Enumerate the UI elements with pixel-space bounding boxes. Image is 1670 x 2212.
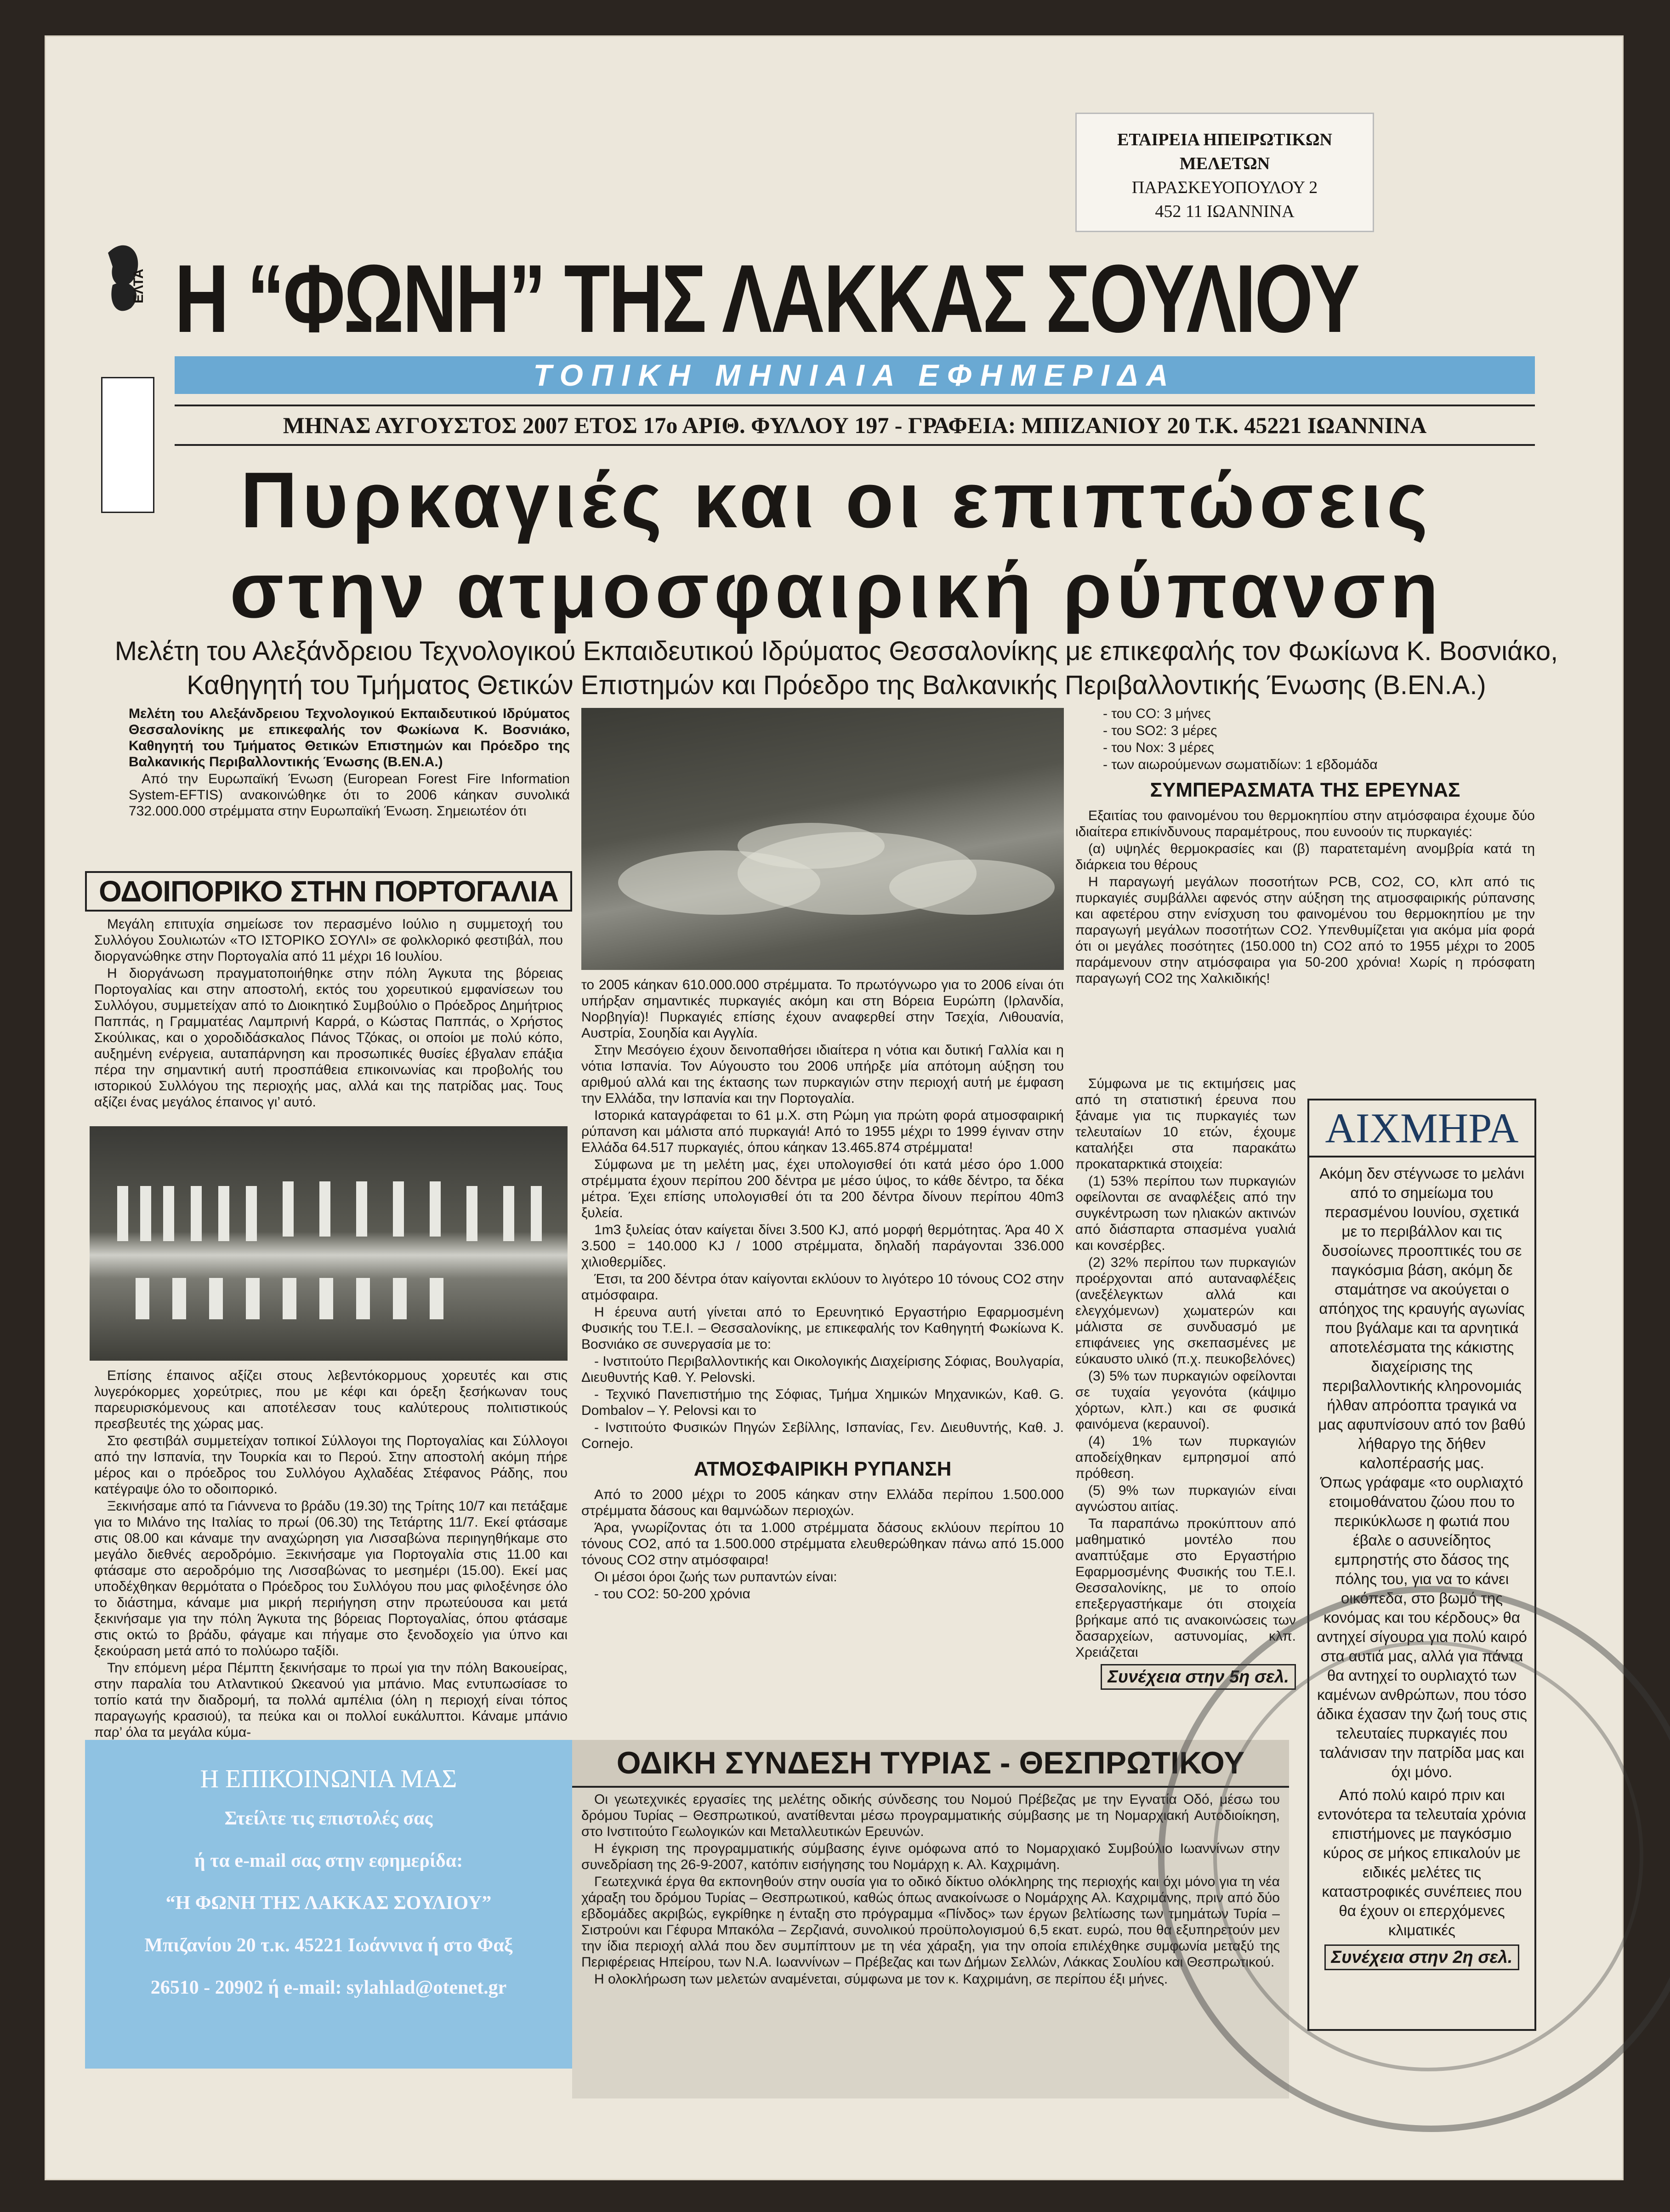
contact-line-3: “Η ΦΩΝΗ ΤΗΣ ΛΑΚΚΑΣ ΣΟΥΛΙΟΥ” [165,1893,492,1914]
right-p6: (2) 32% περίπου των πυρκαγιών προέρχονται από αυταναφλέξεις (ανεξέλεγκτων αλλά και ελεγχόμενων) χωματερών και μάλιστα σε συνδυασμό με επιφάνειες γης σκεπασμένες με εύκαυστο υλικό (π.χ. πευκοβελόνες) [1075,1255,1296,1367]
right-p7: (3) 5% των πυρκαγιών οφείλονται σε τυχαία γεγονότα (κάψιμο χόρτων, κλπ.) και σε φυσικά φαινόμενα (κεραυνοί). [1075,1368,1296,1432]
pollutant-so2: - του SO2: 3 μέρες [1103,723,1217,738]
mid-p8: - Ινστιτούτο Περιβαλλοντικής και Οικολογικής Διαχείρισης Σόφιας, Βουλγαρία, Διευθυντής Καθ. Y. Pelovski. [581,1354,1064,1385]
address-label [1075,113,1374,232]
aixmira-text [1309,1157,1534,1977]
conclusions-heading: ΣΥΜΠΕΡΑΣΜΑΤΑ ΤΗΣ ΕΡΕΥΝΑΣ [1150,779,1460,801]
right-p10: Τα παραπάνω προκύπτουν από μαθηματικό μοντέλο που αναπτύξαμε στο Εργαστήριο Εφαρμοσμένης Φυσικής του Τ.Ε.Ι. Θεσσαλονίκης, με το οποίο επεξεργαστήκαμε ότι στοιχεία βρήκαμε από τις ανακοινώσεις των δασαρχείων, αστυνομίας, κλπ. Χρειάζεται [1075,1516,1296,1660]
address-line-1: ΕΤΑΙΡΕΙΑ ΗΠΕΙΡΩΤΙΚΩΝ ΜΕΛΕΤΩΝ [1117,130,1332,173]
atmospheric-pollution-heading: ΑΤΜΟΣΦΑΙΡΙΚΗ ΡΥΠΑΝΣΗ [693,1458,952,1480]
road-p2: Η έγκριση της προγραμματικής σύμβασης έγινε ομόφωνα από το Νομαρχιακό Συμβούλιο Ιωαννίνων στην συνεδρίαση της 26-9-2007, κατόπιν εισήγησης του Νομάρχη κ. Αλ. Καχριμάνη. [581,1841,1280,1872]
mid-p2: Στην Μεσόγειο έχουν δεινοπαθήσει ιδιαίτερα η νότια και δυτική Γαλλία και η νότια Ισπανία. Τον Αύγουστο του 2006 υπήρξε μία απότομη αύξηση του αριθμού αλλά και της έκτασης των πυρκαγιών στην περιοχή αυτή με έμφαση την Ελλάδα, την Ισπανία και την Πορτογαλία. [581,1043,1064,1106]
dancers-photo [90,1126,568,1361]
headline-line-1: Πυρκαγιές και οι επιπτώσεις [240,456,1432,544]
pollutant-co: - του CO: 3 μήνες [1103,706,1211,721]
mid-p13: Οι μέσοι όροι ζωής των ρυπαντών είναι: [594,1569,837,1585]
elta-logo [99,234,154,372]
road-link-heading: ΟΔΙΚΗ ΣΥΝΔΕΣΗ ΤΥΡΙΑΣ - ΘΕΣΠΡΩΤΙΚΟΥ [572,1740,1289,1788]
aixmira-box [1307,1099,1536,2031]
mid-p9: - Τεχνικό Πανεπιστήμιο της Σόφιας, Τμήμα Χημικών Μηχανικών, Καθ. G. Dombalov – Y. Pelovsi και το [581,1387,1064,1418]
masthead-title: Η “ΦΩΝΗ” ΤΗΣ ΛΑΚΚΑΣ ΣΟΥΛΙΟΥ [175,245,1358,353]
road-link-article [572,1740,1289,2098]
portugal-p1: Μεγάλη επιτυχία σημείωσε τον περασμένο Ιούλιο η συμμετοχή του Συλλόγου Σουλιωτών «ΤΟ ΙΣΤΟΡΙΚΟ ΣΟΥΛΙ» σε φολκλορικό φεστιβάλ, που διοργανώθηκε στην Πορτογαλία από 11 μέχρι 16 Ιουλίου. [94,917,563,964]
forest-fire-smoke-photo [581,708,1064,970]
right-p3: Η παραγωγή μεγάλων ποσοτήτων PCB, CO2, CO, κλπ από τις πυρκαγιές συμβάλλει αφενός στην αύξηση της ατμοσφαιρικής ρύπανσης και αφετέρου στην ενίσχυση του φαινομένου του θερμοκηπίου με την παραγωγή μεγάλων ποσοτήτων CO2. Υπενθυμίζεται για ακόμα μία φορά ότι οι μεγάλες ποσότητες (150.000 tn) CO2 από το 1955 μέχρι το 2005 παράμενουν στην ατμόσφαιρα για 50-200 χρόνια! Χωρίς η πρόσφατη παραγωγή CO2 της Χαλκιδικής! [1075,874,1535,986]
contact-line-5[interactable]: 26510 - 20902 ή e-mail: sylahlad@otenet.gr [150,1977,507,1998]
aixmira-title: ΑΙΧΜΗΡΑ [1309,1100,1534,1157]
right-p5: (1) 53% περίπου των πυρκαγιών οφείλονται σε αναφλέξεις από την συγκέντρωση των ηλιακών ακτινών από διάσπαρτα σπασμένα γυαλιά και κονσέρβες. [1075,1174,1296,1253]
right-p4: Σύμφωνα με τις εκτιμήσεις μας από τη στατιστική έρευνα που ξάναμε για τις πυρκαγιές των τελευταίων 10 ετών, έχουμε καταλήξει στα παρακάτω προκαταρκτικά στοιχεία: [1075,1076,1296,1172]
road-p4: Η ολοκλήρωση των μελετών αναμένεται, σύμφωνα με τον κ. Καχριμάνη, σε περίπου έξι μήνες. [594,1972,1168,1987]
portugal-article [85,871,572,1111]
issue-line: ΜΗΝΑΣ ΑΥΓΟΥΣΤΟΣ 2007 ΕΤΟΣ 17ο ΑΡΙΘ. ΦΥΛΛΟΥ 197 - ΓΡΑΦΕΙΑ: ΜΠΙΖΑΝΙΟΥ 20 Τ.Κ. 45221 ΙΩΑΝΝΙΝΑ [175,405,1535,446]
logo-text: ΕΛΤΑ [131,268,146,303]
right-p1: Εξαιτίας του φαινομένου του θερμοκηπίου στην ατμόσφαιρα έχουμε δύο ιδιαίτερα επικίνδυνους παραμέτρους, που ευνοούν τις πυρκαγιές: [1075,808,1535,839]
main-headline [92,455,1581,635]
portugal-article-continued [94,1368,568,1769]
mid-p1: το 2005 κάηκαν 610.000.000 στρέμματα. Το πρωτόγνωρο για το 2006 είναι ότι υπήρξαν σημαντικές πυρκαγιές ακόμη και στη Βόρεια Ευρώπη (Ιρλανδία, Νορβηγία)! Πυρκαγιές επίσης έχουν αναφερθεί στην Τσεχία, Λιθουανία, Αυστρία, Σουηδία και Αγγλία. [581,977,1064,1041]
right-column-stats [1075,1076,1296,1690]
mid-p11: Από το 2000 μέχρι το 2005 κάηκαν στην Ελλάδα περίπου 1.500.000 στρέμματα δάσους και θαμνώδων περιοχών. [581,1487,1064,1518]
headline-deck: Μελέτη του Αλεξάνδρειου Τεχνολογικού Εκπαιδευτικού Ιδρύματος Θεσσαλονίκης με επικεφαλής τον Φωκίωνα Κ. Βοσνιάκο, Καθηγητή του Τμήματος Θετικών Επιστημών και Πρόεδρο της Βαλκανικής Περιβαλλοντικής Ένωσης (Β.ΕΝ.Α.) [114,636,1558,700]
portugal-p2: Η διοργάνωση πραγματοποιήθηκε στην πόλη Άγκυτα της βόρειας Πορτογαλίας και στην αποστολή, εκτός του χορευτικού εμφανίσεων του Συλλόγου, συμμετείχαν από το Διοικητικό Συμβούλιο ο Πρόεδρος Δημήτριος Παππάς, η Γραμματέας Λαμπρινή Καρρά, ο Κώστας Παππάς, ο Χρήστος Σκούλικας, και ο χοροδιδάσκαλος Πάνος Τζόκας, οι οποίοι με πολύ κόπο, αυξημένη ενέργεια, αυταπάρνηση και προσωπικές θυσίες έβγαλαν επάξια πέρα την σημαντική αυτή προσπάθεια επικοινωνίας και προβολής του ιστορικού Συλλόγου της περιοχής μας, αλλά και της πατρίδας μας. Τους αξίζει ένας μεγάλος έπαινος γι’ αυτό. [94,966,563,1110]
right-column [1075,706,1535,987]
aixmira-continue-link[interactable]: Συνέχεια στην 2η σελ. [1324,1944,1520,1970]
contact-title: Η ΕΠΙΚΟΙΝΩΝΙΑ ΜΑΣ [200,1765,457,1793]
mid-p4: Σύμφωνα με τη μελέτη μας, έχει υπολογισθεί ότι κατά μέσο όρο 1.000 στρέμματα έχουν περίπου 200 δέντρα με μέσο ύψος, το κάθε δέντρο, τα δέκα μέτρα. Έχει επίσης υπολογισθεί ότι τα 200 δέντρα δίνουν περίπου 40m3 ξυλεία. [581,1157,1064,1220]
conclusions-continue-link[interactable]: Συνέχεια στην 5η σελ. [1101,1664,1296,1690]
portugal-heading: ΟΔΟΙΠΟΡΙΚΟ ΣΤΗΝ ΠΟΡΤΟΓΑΛΙΑ [85,871,572,912]
portugal-p6: Την επόμενη μέρα Πέμπτη ξεκινήσαμε το πρωί για την πόλη Βακουείρας, στην παραλία του Ατλαντικού Ωκεανού για μπάνιο. Μας εντυπωσίασε το τοπίο κατά την διαδρομή, τα πολλά αμπέλια (όλη η περιοχή είναι τόπος παραγωγής κρασιού), τα πεύκα και οι πολλοί ευκάλυπτοι. Κάναμε μπάνιο παρ’ όλα τα μεγάλα κύμα- [94,1660,568,1740]
right-p8: (4) 1% των πυρκαγιών αποδείχθηκαν εμπρησμοί από πρόθεση. [1075,1434,1296,1481]
right-p2: (α) υψηλές θερμοκρασίες και (β) παρατεταμένη ανομβρία κατά τη διάρκεια του θέρους [1075,841,1535,872]
pollutant-particles: - των αιωρούμενων σωματιδίων: 1 εβδομάδα [1103,757,1378,772]
masthead-subtitle: ΤΟΠΙΚΗ ΜΗΝΙΑΙΑ ΕΦΗΜΕΡΙΔΑ [175,356,1535,394]
address-line-3: 452 11 ΙΩΑΝΝΙΝΑ [1155,202,1295,221]
intro-paragraph: Από την Ευρωπαϊκή Ένωση (European Forest Fire Information System-EFTIS) ανακοινώθηκε ότι το 2006 κάηκαν συνολικά 732.000.000 στρέμματα στην Ευρωπαϊκή Ένωση. Σημειωτέον ότι [129,771,570,819]
contact-line-2: ή τα e-mail σας στην εφημερίδα: [194,1850,463,1871]
portugal-p4: Στο φεστιβάλ συμμετείχαν τοπικοί Σύλλογοι της Πορτογαλίας και Σύλλογοι από την Ισπανία, την Τουρκία και το Περού. Στην αποστολή ακόμη πήρε μέρος και ο πρόεδρος του Συλλόγου Αχλαδέας Στέφανος Ράδης, που κατέγραψε όλο το οδοιπορικό. [94,1433,568,1497]
portugal-p3: Επίσης έπαινος αξίζει στους λεβεντόκορμους χορευτές και στις λυγερόκορμες χορεύτριες, που με κέφι και όρεξη ξεσήκωναν τους παρευρισκόμενους και αποτέλεσαν τους καλύτερους πολιτιστικούς πρεσβευτές της χώρας μας. [94,1368,568,1431]
pollutant-nox: - του Nox: 3 μέρες [1103,740,1214,755]
aixmira-p1: Ακόμη δεν στέγνωσε το μελάνι από το σημείωμα του περασμένου Ιουνίου, σχετικά με το περιβάλλον και τις δυσοίωνες προοπτικές του σε παγκόσμια βάση, ακόμη δε σταμάτησε να ακούγεται ο απόηχος της κραυγής αγωνίας που βγάλαμε και τα αρνητικά αποτελέσματα της κάκιστης διαχείρισης της περιβαλλοντικής κληρονομιάς ήλθαν απρόοπτα τραγικά να μας αφυπνίσουν από τον βαθύ λήθαργο της δήθεν καλοπέρασής μας. [1318,1165,1526,1471]
contact-box [85,1740,572,2069]
mid-p3: Ιστορικά καταγράφεται το 61 μ.Χ. στη Ρώμη για πρώτη φορά ατμοσφαιρική ρύπανση και μάλιστα από πυρκαγιά! Από το 1955 μέχρι το 1999 έγιναν στην Ελλάδα 64.517 πυρκαγιές, όπου κάηκαν 13.465.874 στρέμματα! [581,1108,1064,1155]
mid-p10: - Ινστιτούτο Φυσικών Πηγών Σεβίλλης, Ισπανίας, Γεν. Διευθυντής, Καθ. J. Cornejo. [581,1420,1064,1451]
contact-line-4: Μπιζανίου 20 τ.κ. 45221 Ιωάννινα ή στο Φαξ [144,1935,513,1956]
contact-line-1: Στείλτε τις επιστολές σας [224,1808,433,1829]
left-column [129,706,570,820]
aixmira-p3: Από πολύ καιρό πριν και εντονότερα τα τελευταία χρόνια επιστήμονες με παγκόσμιο κύρος σε μήκος επικαλούν με ειδικές μελέτες τις καταστροφικές συνέπειες που θα έχουν οι επερχόμενες κλιματικές [1318,1786,1526,1938]
mid-p5: 1m3 ξυλείας όταν καίγεται δίνει 3.500 KJ, από μορφή θερμότητας. Άρα 40 Χ 3.500 = 140.000 KJ / 1000 στρέμματα, δηλαδή παράγονται 336.000 χιλιοθερμίδες. [581,1222,1064,1270]
road-p3: Γεωτεχνικά έργα θα εκπονηθούν στην ουσία για το οδικό δίκτυο ολόκληρης της περιοχής και όχι μόνο για τη νέα χάραξη του δρόμου Τυρίας – Θεσπρωτικού, καθώς όπως ανακοίνωσε ο Νομάρχης Αλ. Καχριμάνης, πριν από δύο εβδομάδες ακριβώς, εγκρίθηκε η ένταξη στο πρόγραμμα «Πίνδος» των έργων βελτίωσης των τμημάτων Τυρία – Σιστρούνι και Γέφυρα Μπακόλα – Ζερζιανά, συνολικού προϋπολογισμού 6,5 εκατ. ευρώ, που θα εξυπηρετούν μεν την ίδια περιοχή αλλά που δεν συμπίπτουν με τη νέα χάραξη, για την οποία επιλέχθηκε συμφωνία μεταξύ της Περιφέρειας Ηπείρου, των Ν.Α. Ιωαννίνων – Πρέβεζας και των Δήμων Σελλών, Λάκκας Σουλίου και Θεσπρωτικού. [581,1874,1280,1970]
road-p1: Οι γεωτεχνικές εργασίες της μελέτης οδικής σύνδεσης του Νομού Πρέβεζας με την Εγνατία Οδό, μέσω του δρόμου Τυρίας – Θεσπρωτικού, ανατίθενται μέσω προγραμματικής σύμβασης με τη Νομαρχιακή Αυτοδιοίκηση, στο Ινστιτούτο Γεωλογικών και Μεταλλευτικών Ερευνών. [581,1792,1280,1839]
intro-bold: Μελέτη του Αλεξάνδρειου Τεχνολογικού Εκπαιδευτικού Ιδρύματος Θεσσαλονίκης με επικεφαλής τον Φωκίωνα Κ. Βοσνιάκο, Καθηγητή του Τμήματος Θετικών Επιστημών και Πρόεδρο της Βαλκανικής Περιβαλλοντικής Ένωσης (Β.ΕΝ.Α.) [129,706,570,770]
mid-p6: Έτσι, τα 200 δέντρα όταν καίγονται εκλύουν το λιγότερο 10 τόνους CO2 στην ατμόσφαιρα. [581,1271,1064,1303]
address-line-2: ΠΑΡΑΣΚΕΥΟΠΟΥΛΟΥ 2 [1131,178,1318,197]
portugal-p5: Ξεκινήσαμε από τα Γιάννενα το βράδυ (19.30) της Τρίτης 10/7 και πετάξαμε για το Μιλάνο της Ιταλίας το πρωί (06.30) της Τετάρτης 11/7. Εκεί φτάσαμε στις 08.00 και κάναμε την αναχώρηση για Λισσαβώνα περιηγηθήκαμε στο μεγάλο διεθνές αεροδρόμιο. Ξεκινήσαμε για Πορτογαλία στις 11.00 και φτάσαμε στο αεροδρόμιο της Λισσαβώνας το μεσημέρι (15.00). Εκεί μας υποδέχθηκαν θερμότατα ο Πρόεδρος του Συλλόγου που μας φιλοξένησε όλο το διάστημα, κάναμε μια μικρή περιήγηση στην πρωτεύουσα και μετά ξεκινήσαμε για την πόλη Άγκυτα της βόρειας Πορτογαλίας, όπου φτάσαμε στις οκτώ το βράδυ, φάγαμε και πήγαμε στο ξενοδοχείο για ύπνο και ξεκούραση μετά από το πολύωρο ταξίδι. [94,1499,568,1659]
right-p9: (5) 9% των πυρκαγιών είναι αγνώστου αιτίας. [1075,1483,1296,1514]
aixmira-p2: Όπως γράφαμε «το ουρλιαχτό ετοιμοθάνατου ζώου που το περικύκλωσε η φωτιά που έβαλε ο ασυνείδητος εμπρηστής στο δάσος της πόλης του, για να το κάνει οικόπεδα, στο βωμό της κονόμας και του κέρδους» θα αντηχεί σίγουρα για πολύ καιρό στα αυτιά μας, αλλά για πάντα θα αντηχεί το ουρλιαχτό των καμένων ανθρώπων, που τόσο άδικα έχασαν την ζωή τους στις τελευταίες πυρκαγιές που ταλάνισαν την πατρίδα μας και όχι μόνο. [1317,1474,1527,1780]
mid-p12: Άρα, γνωρίζοντας ότι τα 1.000 στρέμματα δάσους εκλύουν περίπου 10 τόνους CO2, από τα 1.500.000 στρέμματα ελευθερώθηκαν πάνω από 15.000 τόνους CO2 στην ατμόσφαιρα! [581,1520,1064,1568]
headline-line-2: στην ατμοσφαιρική ρύπανση [229,546,1443,634]
middle-column [581,977,1064,1603]
mid-p7: Η έρευνα αυτή γίνεται από το Ερευνητικό Εργαστήριο Εφαρμοσμένη Φυσικής του Τ.Ε.Ι. – Θεσσαλονίκης, με επικεφαλής τον Καθηγητή Φωκίωνα Κ. Βοσνιάκο σε συνεργασία με το: [581,1305,1064,1352]
mid-p14: - του CO2: 50-200 χρόνια [594,1586,750,1602]
